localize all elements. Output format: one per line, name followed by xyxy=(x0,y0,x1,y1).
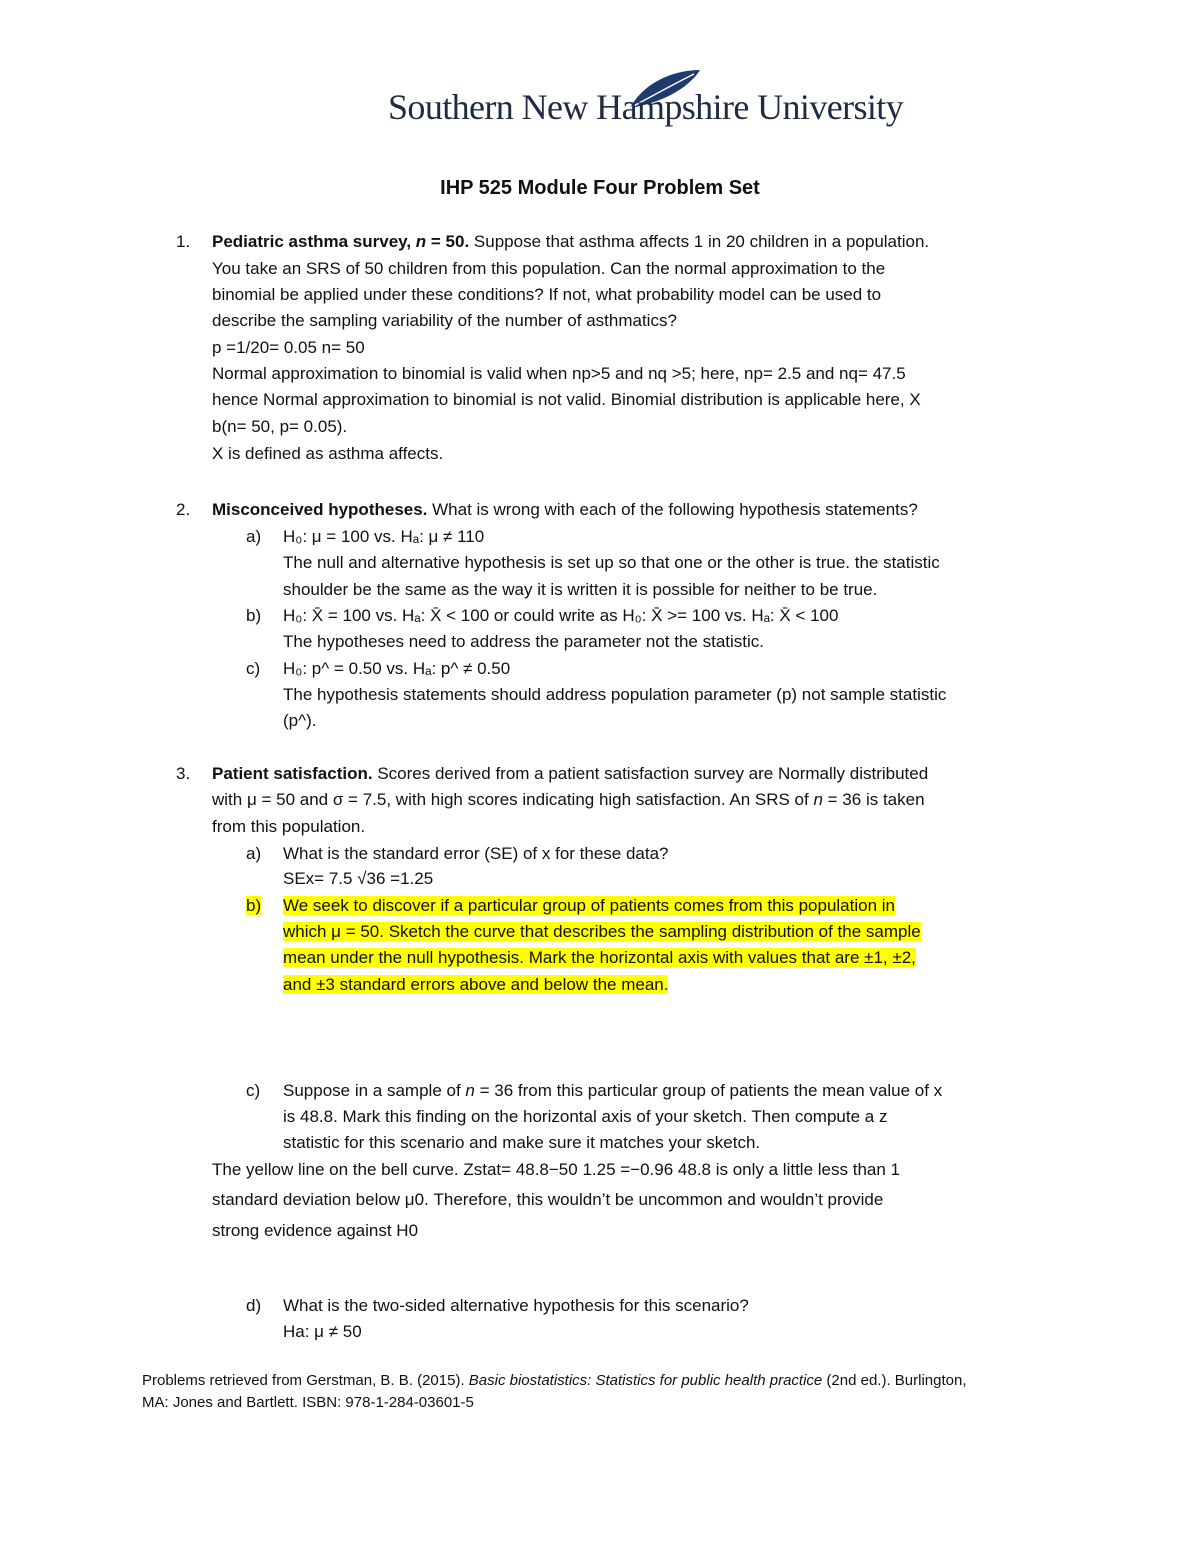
q3-b-text-2: which μ = 50. Sketch the curve that describes the sampling distribution of the sample xyxy=(283,922,921,941)
q3-d-label: d) xyxy=(246,1296,262,1315)
q3-b-label-text: b) xyxy=(246,896,262,915)
q3-d-answer: Ha: μ ≠ 50 xyxy=(283,1322,362,1341)
q3-a-question: What is the standard error (SE) of x for these data? xyxy=(283,844,669,863)
q3-b-text-1: We seek to discover if a particular group of patients comes from this population in xyxy=(283,896,895,915)
q1-heading: Pediatric asthma survey, xyxy=(212,232,416,251)
q1-answer-4: b(n= 50, p= 0.05). xyxy=(212,417,348,436)
footer-book-title: Basic biostatistics: Statistics for public health practice xyxy=(468,1372,823,1389)
q3-b-line2 xyxy=(283,919,921,946)
q3-c-answer-2: standard deviation below μ0. Therefore, this wouldn’t be uncommon and wouldn’t provide xyxy=(212,1190,884,1209)
q2-a-answer-2: shoulder be the same as the way it is written it is possible for neither to be true. xyxy=(283,580,878,599)
footer-text-1a: Problems retrieved from Gerstman, B. B. (2015). xyxy=(142,1372,469,1389)
q3-b-text-3: mean under the null hypothesis. Mark the horizontal axis with values that are ±1, ±2, xyxy=(283,948,916,967)
footer-text-1b: (2nd ed.). Burlington, xyxy=(822,1372,967,1389)
q3-c-text-1a: Suppose in a sample of xyxy=(283,1081,466,1100)
q1-heading-tail: = 50. xyxy=(426,232,470,251)
q3-c-line1 xyxy=(283,1078,942,1105)
q3-line1 xyxy=(212,761,928,788)
q1-text-2: You take an SRS of 50 children from this population. Can the normal approximation to the xyxy=(212,259,886,278)
q1-number: 1. xyxy=(176,232,191,251)
q1-text-1: Suppose that asthma affects 1 in 20 children in a population. xyxy=(469,232,930,251)
q1-answer-3: hence Normal approximation to binomial is not valid. Binomial distribution is applicable here, X xyxy=(212,390,921,409)
q2-c-answer-2: (p^). xyxy=(283,711,317,730)
page-title: IHP 525 Module Four Problem Set xyxy=(440,177,760,199)
q3-b-line3 xyxy=(283,945,916,972)
q2-b-label: b) xyxy=(246,606,262,625)
q1-answer-2: Normal approximation to binomial is valid when np>5 and nq >5; here, np= 2.5 and nq= 47.5 xyxy=(212,364,906,383)
q3-c-text-2: is 48.8. Mark this finding on the horizontal axis of your sketch. Then compute a z xyxy=(283,1107,888,1126)
university-logo xyxy=(388,68,904,140)
q3-heading: Patient satisfaction. xyxy=(212,764,373,783)
footer-citation-line2: MA: Jones and Bartlett. ISBN: 978-1-284-03601-5 xyxy=(142,1394,474,1411)
q3-c-answer-3: strong evidence against H0 xyxy=(212,1221,419,1240)
footer-citation-line1 xyxy=(142,1370,967,1391)
q1-answer-5: X is defined as asthma affects. xyxy=(212,444,444,463)
q2-c-label: c) xyxy=(246,659,261,678)
q3-line2 xyxy=(212,787,925,814)
q2-prompt: What is wrong with each of the following hypothesis statements? xyxy=(427,500,918,519)
q3-a-answer: SEx= 7.5 √36 =1.25 xyxy=(283,869,434,888)
q2-a-answer-1: The null and alternative hypothesis is set up so that one or the other is true. the statistic xyxy=(283,553,940,572)
q2-line1 xyxy=(212,497,918,524)
q3-text-2-n: n xyxy=(813,790,823,809)
q3-number: 3. xyxy=(176,764,191,783)
logo-wordmark: Southern New Hampshire University xyxy=(388,87,904,127)
q2-c-answer-1: The hypothesis statements should address population parameter (p) not sample statistic xyxy=(283,685,947,704)
q2-c-statement: H₀: p^ = 0.50 vs. Hₐ: p^ ≠ 0.50 xyxy=(283,659,511,678)
q3-b-line4 xyxy=(283,972,668,999)
q2-number: 2. xyxy=(176,500,191,519)
q3-c-label: c) xyxy=(246,1081,261,1100)
q1-text-3: binomial be applied under these conditions? If not, what probability model can be used to xyxy=(212,285,882,304)
q3-c-answer-1: The yellow line on the bell curve. Zstat= 48.8−50 1.25 =−0.96 48.8 is only a little less than 1 xyxy=(212,1160,900,1179)
q2-b-answer-1: The hypotheses need to address the parameter not the statistic. xyxy=(283,632,765,651)
q2-heading: Misconceived hypotheses. xyxy=(212,500,428,519)
q3-c-text-3: statistic for this scenario and make sure it matches your sketch. xyxy=(283,1133,761,1152)
q3-text-2-tail: = 36 is taken xyxy=(822,790,925,809)
q3-b-line1 xyxy=(283,893,895,920)
q1-heading-n: n xyxy=(415,232,427,251)
q3-c-text-1-n: n xyxy=(465,1081,475,1100)
q3-b-label xyxy=(246,893,261,920)
q3-d-question: What is the two-sided alternative hypothesis for this scenario? xyxy=(283,1296,749,1315)
q3-c-text-1b: = 36 from this particular group of patients the mean value of x xyxy=(474,1081,943,1100)
q1-line1 xyxy=(212,229,929,256)
q1-text-4: describe the sampling variability of the number of asthmatics? xyxy=(212,311,677,330)
q3-b-text-4: and ±3 standard errors above and below the mean. xyxy=(283,975,669,994)
q3-text-2: with μ = 50 and σ = 7.5, with high scores indicating high satisfaction. An SRS of xyxy=(212,790,814,809)
q3-text-1: Scores derived from a patient satisfaction survey are Normally distributed xyxy=(372,764,929,783)
q2-b-statement: H₀: X̄ = 100 vs. Hₐ: X̄ < 100 or could write as H₀: X̄ >= 100 vs. Hₐ: X̄ < 100 xyxy=(283,606,839,625)
q3-text-3: from this population. xyxy=(212,817,366,836)
q2-a-statement: H₀: μ = 100 vs. Hₐ: μ ≠ 110 xyxy=(283,527,485,546)
q2-a-label: a) xyxy=(246,527,262,546)
q1-answer-1: p =1/20= 0.05 n= 50 xyxy=(212,338,365,357)
q3-a-label: a) xyxy=(246,844,262,863)
